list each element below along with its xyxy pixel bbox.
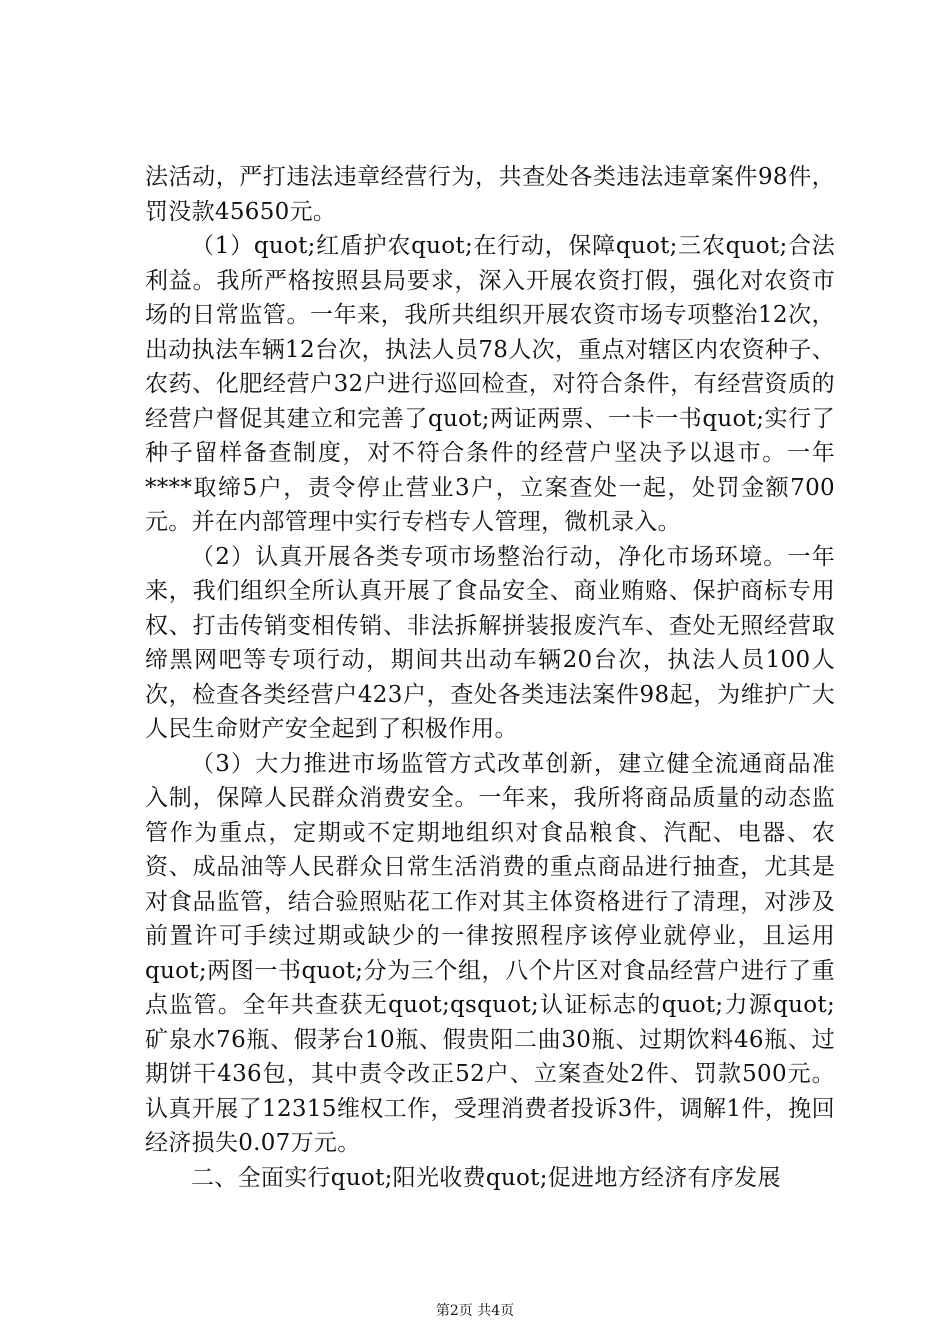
document-body (145, 160, 835, 1195)
paragraph-item-2: （2）认真开展各类专项市场整治行动，净化市场环境。一年来，我们组织全所认真开展了食品安全、商业贿赂、保护商标专用权、打击传销变相传销、非法拆解拼装报废汽车、查处无照经营取缔黑网吧等专项行动，期间共出动车辆20台次，执法人员100人次，检查各类经营户423户，查处各类违法案件98起，为维护广大人民生命财产安全起到了积极作用。 (145, 543, 835, 742)
section-heading: 二、全面实行quot;阳光收费quot;促进地方经济有序发展 (191, 1164, 781, 1191)
paragraph-item-3: （3）大力推进市场监管方式改革创新，建立健全流通商品准入制，保障人民群众消费安全。一年来，我所将商品质量的动态监管作为重点，定期或不定期地组织对食品粮食、汽配、电器、农资、成品油等人民群众日常生活消费的重点商品进行抽查，尤其是对食品监管，结合验照贴花工作对其主体资格进行了清理，对涉及前置许可手续过期或缺少的一律按照程序该停业就停业，且运用quot;两图一书quot;分为三个组，八个片区对食品经营户进行了重点监管。全年共查获无quot;qsquot;认证标志的quot;力源quot;矿泉水76瓶、假茅台10瓶、假贵阳二曲30瓶、过期饮料46瓶、过期饼干436包，其中责令改正52户、立案查处2件、罚款500元。认真开展了12315维权工作，受理消费者投诉3件，调解1件，挽回经济损失0.07万元。 (145, 750, 835, 1156)
paragraph-item-1: （1）quot;红盾护农quot;在行动，保障quot;三农quot;合法利益。我所严格按照县局要求，深入开展农资打假，强化对农资市场的日常监管。一年来，我所共组织开展农资市场专项整治12次，出动执法车辆12台次，执法人员78人次，重点对辖区内农资种子、农药、化肥经营户32户进行巡回检查，对符合条件，有经营资质的经营户督促其建立和完善了quot;两证两票、一卡一书quot;实行了种子留样备查制度，对不符合条件的经营户坚决予以退市。一年****取缔5户，责令停止营业3户，立案查处一起，处罚金额700元。并在内部管理中实行专档专人管理，微机录入。 (145, 233, 835, 535)
paragraph-continuation: 法活动，严打违法违章经营行为，共查处各类违法违章案件98件，罚没款45650元。 (145, 164, 835, 225)
page-number-footer: 第2页 共4页 (435, 1303, 515, 1319)
